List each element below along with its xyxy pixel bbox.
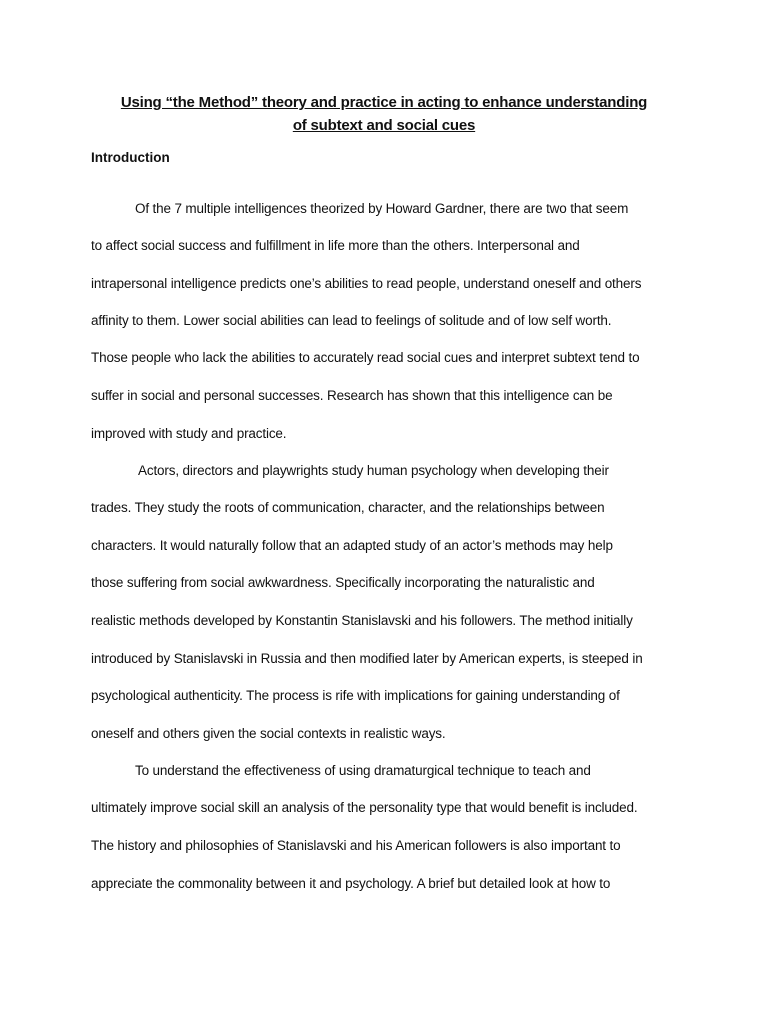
body-line: Of the 7 multiple intelligences theorized by Howard Gardner, there are two that seem — [135, 201, 629, 216]
body-line: characters. It would naturally follow that an adapted study of an actor’s methods may help — [91, 538, 613, 553]
body-line: improved with study and practice. — [91, 426, 287, 441]
body-line: to affect social success and fulfillment in life more than the others. Interpersonal and — [91, 238, 580, 253]
body-line: affinity to them. Lower social abilities can lead to feelings of solitude and of low self worth. — [91, 313, 612, 328]
body-line: To understand the effectiveness of using dramaturgical technique to teach and — [135, 763, 591, 778]
section-heading: Introduction — [91, 150, 170, 165]
body-line: oneself and others given the social contexts in realistic ways. — [91, 726, 446, 741]
body-line: Those people who lack the abilities to accurately read social cues and interpret subtext tend to — [91, 350, 640, 365]
body-line: introduced by Stanislavski in Russia and then modified later by American experts, is steeped in — [91, 651, 643, 666]
body-line: Actors, directors and playwrights study human psychology when developing their — [138, 463, 609, 478]
document-title-line-2: of subtext and social cues — [292, 117, 476, 134]
body-line: ultimately improve social skill an analysis of the personality type that would benefit is included. — [91, 800, 638, 815]
body-line: appreciate the commonality between it and psychology. A brief but detailed look at how to — [91, 876, 611, 891]
body-line: suffer in social and personal successes. Research has shown that this intelligence can be — [91, 388, 613, 403]
body-line: those suffering from social awkwardness. Specifically incorporating the naturalistic and — [91, 575, 595, 590]
document-title-line-1: Using “the Method” theory and practice in acting to enhance understanding — [120, 94, 648, 111]
body-line: psychological authenticity. The process is rife with implications for gaining understanding of — [91, 688, 620, 703]
body-line: The history and philosophies of Stanislavski and his American followers is also important to — [91, 838, 621, 853]
body-line: intrapersonal intelligence predicts one’s abilities to read people, understand oneself and others — [91, 276, 642, 291]
body-line: trades. They study the roots of communication, character, and the relationships between — [91, 500, 605, 515]
body-line: realistic methods developed by Konstantin Stanislavski and his followers. The method initially — [91, 613, 633, 628]
